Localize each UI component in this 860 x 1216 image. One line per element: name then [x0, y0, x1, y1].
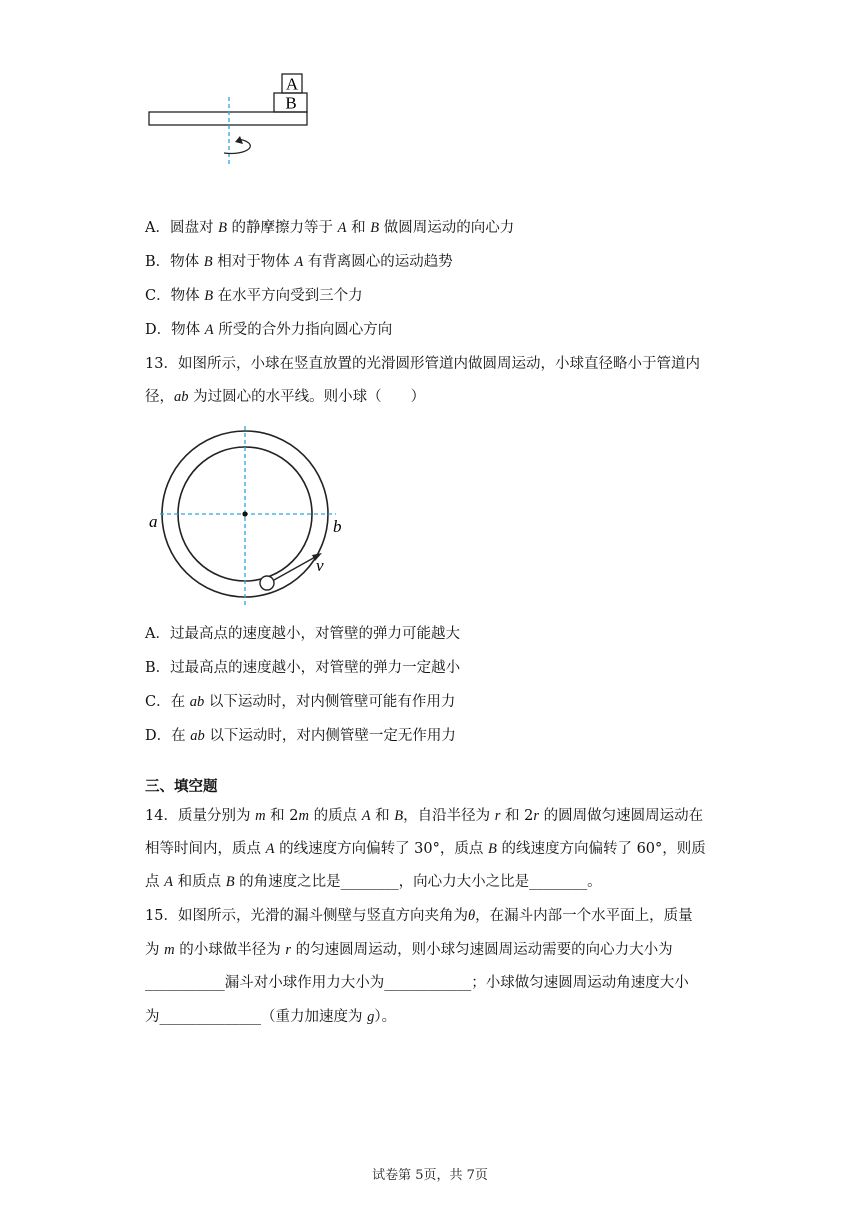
- q13-option-b: [145, 658, 460, 678]
- option-label: B．: [145, 660, 171, 676]
- option-text: 过最高点的速度越小，对管壁的弹力可能越大: [169, 626, 460, 642]
- var-g: g: [367, 1009, 375, 1025]
- stem-text: 和 2: [500, 808, 534, 824]
- var-m: m: [255, 808, 266, 824]
- ball: [260, 576, 274, 590]
- stem-text: 和: [370, 808, 395, 824]
- stem-text: 为: [145, 942, 165, 958]
- label-v: v: [316, 556, 324, 575]
- q13-option-a: [145, 624, 460, 644]
- q15-line3: [145, 973, 689, 993]
- option-text: 在: [170, 694, 190, 710]
- stem-text: 径，: [145, 389, 174, 405]
- option-text: 物体: [170, 288, 205, 304]
- stem-text: 15．如图所示，光滑的漏斗侧壁与竖直方向夹角为: [145, 908, 468, 924]
- var-a: A: [337, 220, 347, 236]
- q12-option-a: [145, 218, 514, 238]
- stem-text: 的角速度之比是________，向心力大小之比是________。: [234, 874, 602, 890]
- disk-figure: [140, 70, 320, 170]
- q14-line1: [145, 806, 703, 826]
- q12-option-b: [145, 252, 453, 272]
- q12-option-c: [145, 286, 363, 306]
- var-r: r: [494, 808, 501, 824]
- stem-text: 和 2: [265, 808, 299, 824]
- stem-text: 14．质量分别为: [145, 808, 256, 824]
- var-m: m: [164, 942, 175, 958]
- var-m: m: [298, 808, 309, 824]
- stem-text: ，在漏斗内部一个水平面上，质量: [475, 908, 693, 924]
- q14-line2: [145, 839, 706, 859]
- page-footer: 试卷第 5页，共 7页: [372, 1168, 488, 1183]
- var-b: B: [218, 220, 227, 236]
- option-label: C．: [145, 694, 171, 710]
- q14-line3: [145, 872, 602, 892]
- option-text: 在水平方向受到三个力: [213, 288, 363, 304]
- var-b: B: [488, 841, 497, 857]
- option-label: A．: [145, 626, 170, 642]
- option-text: 在: [171, 728, 191, 744]
- q15-line1: [145, 906, 693, 926]
- option-text: 物体: [171, 322, 205, 338]
- stem-text: 的匀速圆周运动，则小球匀速圆周运动需要的向心力大小为: [290, 942, 673, 958]
- option-label: C．: [145, 288, 171, 304]
- option-label: D．: [145, 322, 172, 338]
- option-text: 物体: [170, 254, 204, 270]
- var-b: B: [370, 220, 380, 236]
- stem-text: ）。: [374, 1009, 397, 1025]
- stem-text: 的小球做半径为: [174, 942, 286, 958]
- stem-text: 为______________（重力加速度为: [145, 1009, 368, 1025]
- stem-text: 的线速度方向偏转了 60°，则质: [496, 841, 706, 857]
- option-text: 所受的合外力指向圆心方向: [213, 322, 393, 338]
- var-r: r: [285, 942, 291, 958]
- option-text: 圆盘对: [169, 220, 219, 236]
- option-text: 有背离圆心的运动趋势: [303, 254, 453, 270]
- var-ab: ab: [190, 728, 205, 744]
- var-ab: ab: [174, 389, 189, 405]
- option-text: 和: [346, 220, 371, 236]
- q15-line2: [145, 940, 673, 960]
- disk-plate: [149, 112, 307, 125]
- velocity-arrow: [274, 556, 317, 580]
- var-b: B: [203, 254, 213, 270]
- label-b: b: [333, 517, 342, 536]
- option-text: 做圆周运动的向心力: [379, 220, 515, 236]
- var-r: r: [533, 808, 540, 824]
- stem-text: 的质点: [308, 808, 362, 824]
- var-a: A: [361, 808, 371, 824]
- q13-stem-line1: 13．如图所示，小球在竖直放置的光滑圆形管道内做圆周运动，小球直径略小于管道内: [145, 356, 700, 372]
- stem-text: 为过圆心的水平线。则小球（ ）: [188, 389, 426, 405]
- ring-figure: [140, 426, 360, 611]
- option-text: 过最高点的速度越小，对管壁的弹力一定越小: [170, 660, 461, 676]
- var-ab: ab: [189, 694, 205, 710]
- var-a: A: [164, 874, 173, 890]
- stem-text: 和质点: [172, 874, 226, 890]
- stem-text: ___________漏斗对小球作用力大小为____________；小球做匀速圆周运动角速度大小: [145, 975, 689, 991]
- var-theta: θ: [467, 908, 476, 924]
- stem-text: 的圆周做匀速圆周运动在: [539, 808, 704, 824]
- q12-option-d: [145, 320, 392, 340]
- stem-text: 点: [145, 874, 165, 890]
- option-label: A．: [145, 220, 170, 236]
- center-dot: [242, 511, 247, 516]
- var-a: A: [294, 254, 304, 270]
- block-a-label: A: [285, 74, 299, 94]
- q13-option-d: [145, 726, 456, 746]
- block-b-label: B: [285, 93, 297, 113]
- label-a: a: [149, 512, 158, 531]
- option-text: 的静摩擦力等于: [226, 220, 338, 236]
- option-label: D．: [145, 728, 172, 744]
- stem-text: 的线速度方向偏转了 30°，质点: [274, 841, 488, 857]
- var-b: B: [204, 288, 214, 304]
- stem-text: ，自沿半径为: [403, 808, 495, 824]
- section-title: 三、填空题: [145, 778, 218, 795]
- q13-option-c: [145, 692, 455, 712]
- q13-stem-line2: [145, 387, 425, 407]
- var-a: A: [204, 322, 214, 338]
- var-a: A: [265, 841, 275, 857]
- q15-line4: [145, 1007, 396, 1027]
- option-text: 相对于物体: [212, 254, 295, 270]
- var-b: B: [225, 874, 235, 890]
- option-text: 以下运动时，对内侧管壁可能有作用力: [204, 694, 456, 710]
- option-text: 以下运动时，对内侧管壁一定无作用力: [204, 728, 456, 744]
- option-label: B．: [145, 254, 171, 270]
- var-b: B: [394, 808, 404, 824]
- stem-text: 相等时间内，质点: [145, 841, 266, 857]
